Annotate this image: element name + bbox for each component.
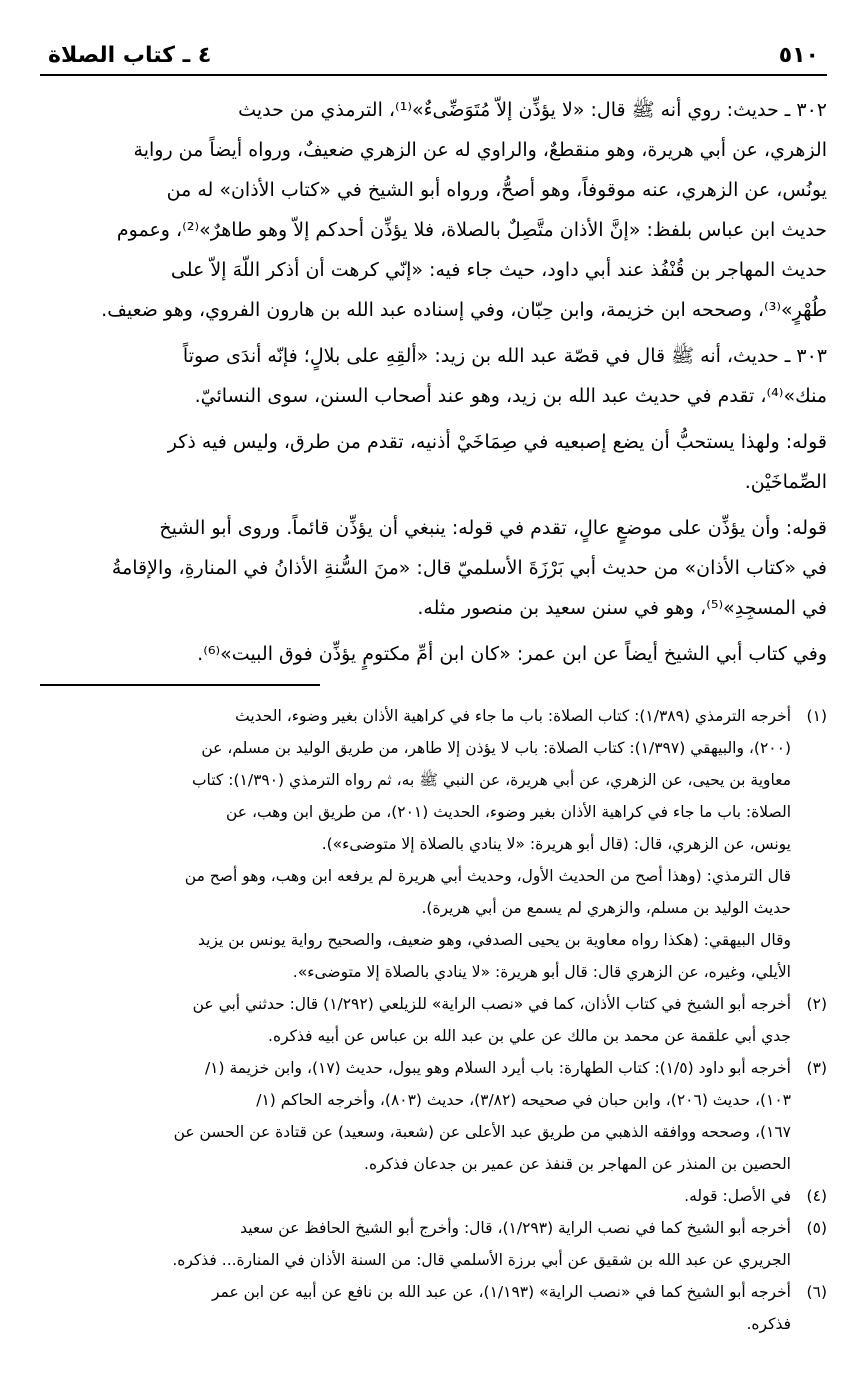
hadith-302-paragraph <box>40 90 827 330</box>
footnote-number: (٤) <box>806 1187 827 1205</box>
text-line: يونُس، عن الزهري، عنه موقوفاً، وهو أصحُّ، ورواه أبو الشيخ في «كتاب الأذان» له من <box>166 179 827 201</box>
footnote-line: الحصين بن المنذر عن المهاجر بن قنفذ عن عمير بن جدعان فذكره. <box>364 1155 791 1173</box>
footnote-line: معاوية بن يحيى، عن الزهري، عن أبي هريرة، عن النبي ﷺ به، ثم رواه الترمذي (١/٣٩٠): كتاب <box>191 771 791 789</box>
footnote-continuation <box>40 924 827 988</box>
footnote-line: أخرجه أبو الشيخ كما في «نصب الراية» (١/١٩٣)، عن عبد الله بن نافع عن أبيه عن ابن عمر <box>211 1283 791 1301</box>
footnote <box>40 700 827 860</box>
text-line: طُهْرٍ»⁽³⁾، وصححه ابن خزيمة، وابن حِبّان، وفي إسناده عبد الله بن هارون الفروي، وهو ضعيف. <box>101 299 827 321</box>
footnote-separator <box>40 684 320 686</box>
footnote-line: يونس، عن الزهري، قال: (قال أبو هريرة: «لا ينادي بالصلاة إلا متوضىء»). <box>321 835 791 853</box>
footnote-line: ١٠٣)، حديث (٢٠٦)، وابن حبان في صحيحه (٣/٨٢)، حديث (٨٠٣)، وأخرجه الحاكم (١/ <box>256 1091 791 1109</box>
footnote-line: الجريري عن عبد الله بن شقيق عن أبي برزة الأسلمي قال: من السنة الأذان في المنارة... فذكره. <box>172 1251 791 1269</box>
footnote-number: (١) <box>806 707 827 725</box>
footnote-number: (٢) <box>806 995 827 1013</box>
text-line: حديث المهاجر بن قُنْفُذ عند أبي داود، حيث جاء فيه: «إنّي كرهت أن أذكر اللّهَ إلاّ على <box>170 259 827 281</box>
text-line: الزهري، عن أبي هريرة، وهو منقطعٌ، والراوي له عن الزهري ضعيفٌ، ورواه أيضاً من رواية <box>133 139 827 161</box>
text-line: وفي كتاب أبي الشيخ أيضاً عن ابن عمر: «كان ابن أمِّ مكتومٍ يؤذِّن فوق البيت»⁽⁶⁾. <box>197 643 827 665</box>
text-line: منك»⁽⁴⁾، تقدم في حديث عبد الله بن زيد، وهو عند أصحاب السنن، سوى النسائيّ. <box>194 385 827 407</box>
footnote <box>40 1180 827 1212</box>
footnote-line: الأيلي، وغيره، عن الزهري قال: قال أبو هريرة: «لا ينادي بالصلاة إلا متوضىء». <box>292 963 791 981</box>
text-line: حديث ابن عباس بلفظ: «إنَّ الأذان متَّصِلٌ بالصلاة، فلا يؤذِّن أحدكم إلاّ وهو طاهرٌ»⁽²⁾، وعموم <box>116 219 827 241</box>
running-title: ٤ ـ كتاب الصلاة <box>48 43 212 68</box>
footnotes <box>40 700 827 1340</box>
footnote-continuation <box>40 860 827 924</box>
footnote <box>40 1276 827 1340</box>
main-text <box>40 90 827 680</box>
footnote-line: الصلاة: باب ما جاء في كراهية الأذان بغير وضوء، الحديث (٢٠١)، من طريق ابن وهب، عن <box>225 803 791 821</box>
text-line: ٣٠٣ ـ حديث، أنه ﷺ قال في قصّة عبد الله بن زيد: «ألقِهِ على بلالٍ؛ فإنّه أندَى صوتاً <box>182 345 827 367</box>
footnote-line: قال الترمذي: (وهذا أصح من الحديث الأول، وحديث أبي هريرة لم يرفعه ابن وهب، وهو أصح من <box>184 867 791 885</box>
footnote-number: (٦) <box>806 1283 827 1301</box>
footnote <box>40 1212 827 1276</box>
footnote-line: حديث الوليد بن مسلم، والزهري لم يسمع من أبي هريرة). <box>421 899 791 917</box>
footnote-line: ١٦٧)، وصححه ووافقه الذهبي من طريق عبد الأعلى عن (شعبة، وسعيد) عن قتادة عن الحسن عن <box>173 1123 791 1141</box>
text-line: قوله: ولهذا يستحبُّ أن يضع إصبعيه في صِمَاخَيْ أذنيه، تقدم من طرق، وليس فيه ذكر <box>167 431 827 453</box>
page-number: ٥١٠ <box>778 43 819 68</box>
text-line: في «كتاب الأذان» من حديث أبي بَرْزَةَ الأسلميّ قال: «منَ السُّنةِ الأذانُ في المنارةِ، والإقامةُ <box>111 557 827 579</box>
footnote-line: أخرجه أبو داود (١/٥): كتاب الطهارة: باب أيرد السلام وهو يبول، حديث (١٧)، وابن خزيمة (١/ <box>204 1059 791 1077</box>
commentary-paragraph <box>40 634 827 674</box>
footnote-line: في الأصل: قوله. <box>684 1187 791 1205</box>
footnote-number: (٥) <box>806 1219 827 1237</box>
commentary-paragraph <box>40 508 827 628</box>
footnote-line: جدي أبي علقمة عن محمد بن مالك عن علي بن عبد الله بن عباس عن أبيه فذكره. <box>268 1027 791 1045</box>
text-line: الصِّماخَيْن. <box>744 471 827 493</box>
footnote <box>40 988 827 1052</box>
text-line: ٣٠٢ ـ حديث: روي أنه ﷺ قال: «لا يؤذِّن إلاّ مُتَوَضِّىءٌ»⁽¹⁾، الترمذي من حديث <box>238 99 827 121</box>
footnote <box>40 1052 827 1180</box>
text-line: في المسجِدِ»⁽⁵⁾، وهو في سنن سعيد بن منصور مثله. <box>417 597 827 619</box>
footnote-line: (٢٠٠)، والبيهقي (١/٣٩٧): كتاب الصلاة: باب لا يؤذن إلا طاهر، من طريق الوليد بن مسلم، عن <box>201 739 791 757</box>
footnote-line: أخرجه الترمذي (١/٣٨٩): كتاب الصلاة: باب ما جاء في كراهية الأذان بغير وضوء، الحديث <box>235 707 791 725</box>
page-header <box>40 40 827 76</box>
footnote-number: (٣) <box>806 1059 827 1077</box>
footnote-line: أخرجه أبو الشيخ كما في نصب الراية (١/٢٩٣)، قال: وأخرج أبو الشيخ الحافظ عن سعيد <box>240 1219 791 1237</box>
hadith-303-paragraph <box>40 336 827 416</box>
footnote-line: وقال البيهقي: (هكذا رواه معاوية بن يحيى الصدفي، وهو ضعيف، والصحيح رواية يونس بن يزيد <box>198 931 791 949</box>
text-line: قوله: وأن يؤذِّن على موضعٍ عالٍ، تقدم في قوله: ينبغي أن يؤذِّن قائماً. وروى أبو الشيخ <box>159 517 827 539</box>
commentary-paragraph <box>40 422 827 502</box>
footnote-line: أخرجه أبو الشيخ في كتاب الأذان، كما في «نصب الراية» للزيلعي (١/٢٩٢) قال: حدثني أبي عن <box>192 995 791 1013</box>
footnote-line: فذكره. <box>746 1315 791 1333</box>
